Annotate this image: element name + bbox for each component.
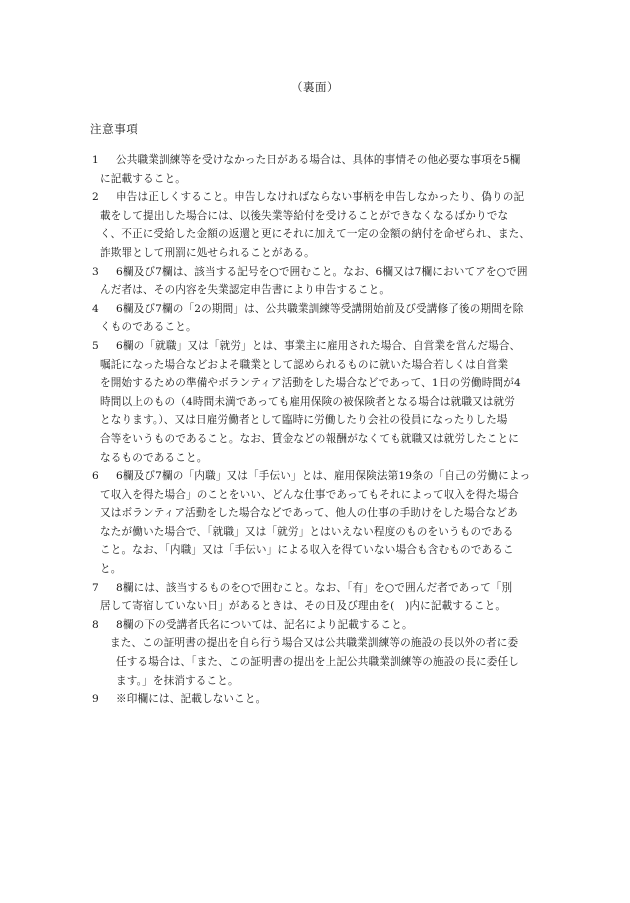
- note-line: くものであること。: [100, 321, 197, 334]
- note-line: 居して寄宿していない日」があるときは、その日及び理由を( )内に記載すること。: [100, 600, 507, 613]
- note-number: 1: [92, 154, 99, 166]
- section-title: 注意事項: [90, 122, 139, 136]
- note-line: 8欄には、該当するものを○で囲むこと。なお、「有」を○で囲んだ者であって「別: [116, 581, 513, 594]
- page-side-label: （裏面）: [291, 80, 339, 94]
- note-line: 6欄の「就職」又は「就労」とは、事業主に雇用された場合、自営業を営んだ場合、: [116, 339, 521, 352]
- note-item-8: [90, 616, 552, 690]
- note-number: 6: [92, 470, 99, 483]
- note-number: 3: [92, 265, 99, 278]
- note-item-5: [90, 337, 552, 467]
- note-number: 7: [92, 581, 99, 594]
- note-number: 8: [92, 618, 99, 631]
- note-line: と。: [100, 563, 122, 576]
- note-line: 合等をいうものであること。なお、賃金などの報酬がなくても就職又は就労したことに: [100, 432, 520, 445]
- note-line: 申告は正しくすること。申告しなければならない事柄を申告しなかったり、偽りの記: [116, 191, 525, 204]
- note-number: 5: [92, 339, 99, 352]
- note-text: [100, 188, 552, 262]
- note-line: 詐欺罪として刑罰に処せられることがある。: [100, 246, 315, 259]
- note-line: ※印欄には、記載しないこと。: [116, 693, 267, 706]
- note-text: [116, 690, 552, 709]
- note-number: 2: [92, 191, 99, 204]
- note-number: 4: [92, 302, 99, 315]
- note-item-2: [90, 188, 552, 262]
- note-text: [100, 467, 552, 579]
- note-number: 9: [92, 693, 99, 706]
- note-item-1: [90, 151, 552, 188]
- note-text: [100, 151, 552, 188]
- note-line: 6欄及び7欄は、該当する記号を○で囲むこと。なお、6欄又は7欄においてアを○で囲: [116, 265, 528, 278]
- note-line: に記載すること。: [100, 172, 186, 185]
- note-line: こと。なお、「内職」又は「手伝い」による収入を得ていない場合も含むものであるこ: [100, 544, 514, 557]
- note-line: 6欄及び7欄の「内職」又は「手伝い」とは、雇用保険法第19条の「自己の労働によっ: [116, 470, 531, 483]
- note-sub-line: ます。」を抹消すること。: [116, 674, 239, 687]
- note-line: となります。）、又は日雇労働者として臨時に労働したり会社の役員になったりした場: [100, 414, 508, 427]
- note-item-6: [90, 467, 552, 579]
- note-item-4: [90, 300, 552, 337]
- note-line: 又はボランティア活動をした場合などであって、他人の仕事の手助けをした場合などあ: [100, 507, 518, 520]
- notes-list: [90, 151, 552, 709]
- note-text: [100, 337, 552, 467]
- note-text: [110, 616, 552, 690]
- note-item-7: [90, 579, 552, 616]
- note-line: 6欄及び7欄の「2の期間」は、公共職業訓練等受講開始前及び受講修了後の期間を除: [116, 302, 524, 315]
- note-line: 公共職業訓練等を受けなかった日がある場合は、具体的事情その他必要な事項を5欄: [116, 154, 521, 166]
- note-sub-line: 任する場合は、「また、この証明書の提出を上記公共職業訓練等の施設の長に委任し: [116, 656, 519, 669]
- note-text: [100, 300, 552, 337]
- note-sub-paragraph: [110, 634, 552, 690]
- note-line: 時間以上のもの（4時間未満であっても雇用保険の被保険者となる場合は就職又は就労: [100, 395, 516, 408]
- note-line: く、不正に受給した金額の返還と更にそれに加えて一定の金額の納付を命ぜられ、また、: [100, 228, 531, 241]
- note-line: て収入を得た場合」のことをいい、どんな仕事であってもそれによって収入を得た場合: [100, 488, 519, 501]
- note-line: 8欄の下の受講者氏名については、記名により記載すること。: [116, 618, 413, 631]
- note-line: んだ者は、その内容を失業認定申告書により申告すること。: [100, 284, 391, 297]
- note-item-3: [90, 263, 552, 300]
- note-text: [100, 579, 552, 616]
- note-line: なたが働いた場合で、「就職」又は「就労」とはいえない程度のものをいうものである: [100, 525, 514, 538]
- note-line: を開始するための準備やボランティア活動をした場合などであって、1日の労働時間が4: [100, 377, 521, 390]
- note-line: なるものであること。: [100, 451, 208, 464]
- note-sub-line: また、この証明書の提出を自ら行う場合又は公共職業訓練等の施設の長以外の者に委: [110, 637, 519, 650]
- note-line: 載をして提出した場合には、以後失業等給付を受けることができなくなるばかりでな: [100, 209, 509, 222]
- note-text: [100, 263, 552, 300]
- note-line: 嘱託になった場合などおよそ職業として認められるものに就いた場合若しくは自営業: [100, 358, 509, 371]
- note-item-9: [90, 690, 552, 709]
